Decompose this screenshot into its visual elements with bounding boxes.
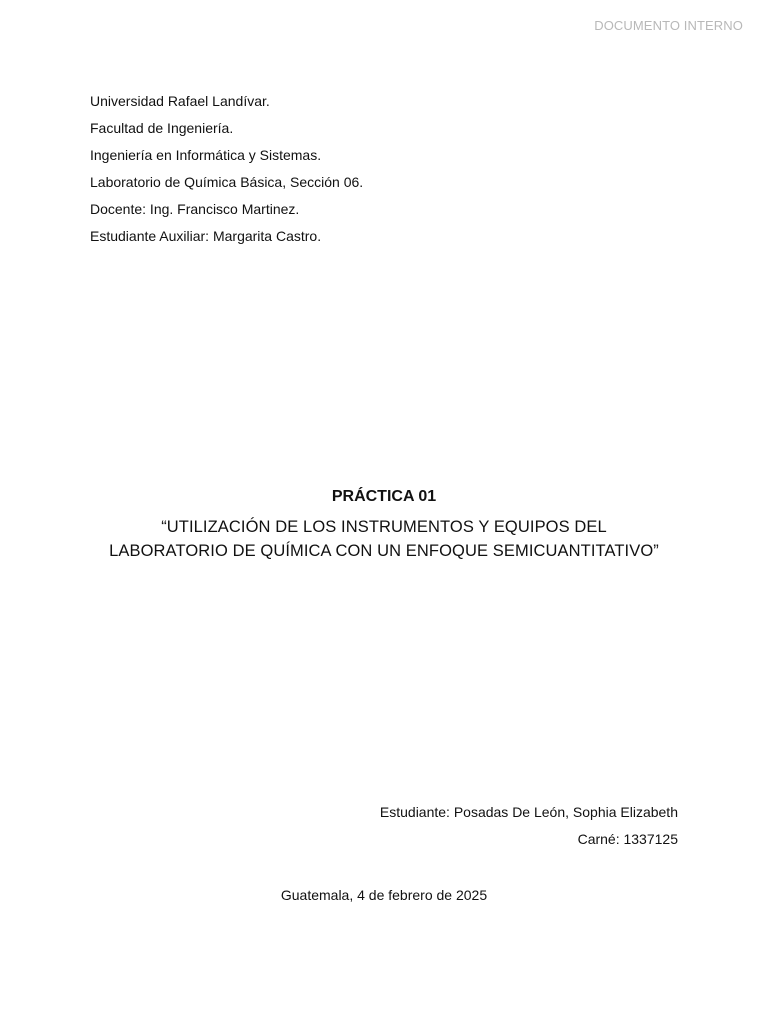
university-name: Universidad Rafael Landívar. (90, 93, 270, 109)
subtitle-line-2: LABORATORIO DE QUÍMICA CON UN ENFOQUE SEMICUANTITATIVO” (109, 542, 659, 560)
watermark-label: DOCUMENTO INTERNO (594, 18, 743, 33)
document-title-block (0, 486, 768, 563)
practice-title: PRÁCTICA 01 (331, 488, 437, 505)
subtitle-line-1: “UTILIZACIÓN DE LOS INSTRUMENTOS Y EQUIPOS DEL (161, 518, 607, 536)
student-info (380, 804, 678, 858)
practice-subtitle (0, 515, 768, 563)
program-name: Ingeniería en Informática y Sistemas. (90, 147, 322, 163)
course-name: Laboratorio de Química Básica, Sección 06. (90, 174, 364, 190)
student-name: Estudiante: Posadas De León, Sophia Elizabeth (379, 804, 678, 820)
student-carne: Carné: 1337125 (577, 831, 678, 847)
place-and-date: Guatemala, 4 de febrero de 2025 (280, 887, 488, 903)
institution-header (90, 93, 363, 255)
instructor-name: Docente: Ing. Francisco Martinez. (90, 201, 300, 217)
assistant-name: Estudiante Auxiliar: Margarita Castro. (90, 228, 322, 244)
faculty-name: Facultad de Ingeniería. (90, 120, 234, 136)
